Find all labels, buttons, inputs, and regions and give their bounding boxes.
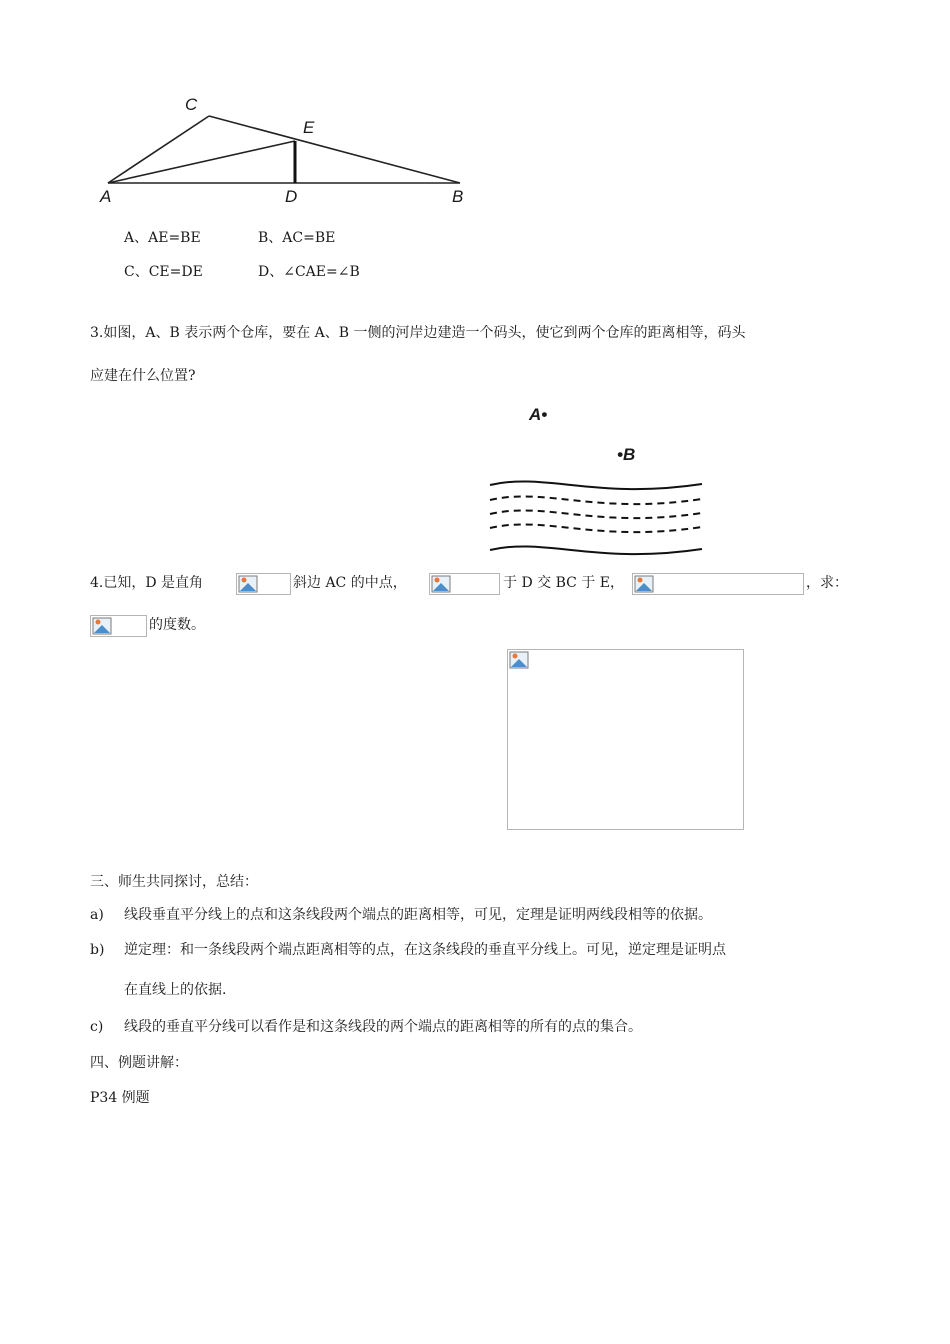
image-placeholder-icon: [509, 651, 529, 669]
question-3-line1: 3.如图，A、B 表示两个仓库，要在 A、B 一侧的河岸边建造一个码头，使它到两个仓库的距离相等，码头: [90, 325, 746, 341]
option-c: C、CE=DE: [124, 264, 203, 280]
item-c-marker: c): [90, 1019, 104, 1035]
option-b: B、AC=BE: [258, 230, 336, 246]
point-d-label: D: [285, 187, 298, 206]
question-4-part2: 斜边 AC 的中点，: [293, 575, 407, 591]
image-placeholder-icon: [92, 617, 112, 635]
broken-image-icon: [429, 573, 500, 595]
question-4-part1: 4.已知，D 是直角: [90, 575, 204, 591]
section-4-ref: P34 例题: [90, 1090, 150, 1106]
point-a-label: A: [100, 187, 112, 206]
broken-image-figure: [507, 649, 744, 830]
question-3-line2: 应建在什么位置?: [90, 368, 196, 384]
broken-image-icon: [90, 615, 147, 637]
broken-image-icon: [632, 573, 804, 595]
point-c-label: C: [185, 95, 198, 114]
option-d: D、∠CAE=∠B: [258, 264, 360, 280]
option-a: A、AE=BE: [124, 230, 201, 246]
item-b-continuation: 在直线上的依据.: [124, 982, 227, 998]
item-b-text: 逆定理：和一条线段两个端点距离相等的点，在这条线段的垂直平分线上。可见，逆定理是证明点: [124, 942, 726, 958]
image-placeholder-icon: [238, 575, 258, 593]
point-b-label: B: [452, 187, 464, 206]
broken-image-icon: [236, 573, 291, 595]
image-placeholder-icon: [634, 575, 654, 593]
question-4-part4: ，求：: [806, 575, 848, 591]
item-c-text: 线段的垂直平分线可以看作是和这条线段的两个端点的距离相等的所有的点的集合。: [124, 1019, 642, 1035]
warehouse-a-label: A•: [529, 405, 548, 424]
point-e-label: E: [303, 118, 315, 137]
item-a-marker: a): [90, 907, 104, 923]
river-figure: [486, 470, 708, 560]
section-3-title: 三、师生共同探讨，总结：: [90, 874, 258, 890]
question-4-part5: 的度数。: [149, 617, 205, 633]
item-b-marker: b): [90, 942, 105, 958]
section-4-title: 四、例题讲解：: [90, 1055, 188, 1071]
warehouse-b-label: •B: [617, 445, 636, 464]
image-placeholder-icon: [431, 575, 451, 593]
river-diagram: [486, 470, 708, 560]
item-a-text: 线段垂直平分线上的点和这条线段两个端点的距离相等，可见，定理是证明两线段相等的依据。: [124, 907, 712, 923]
triangle-figure: [95, 95, 490, 210]
question-4-part3: 于 D 交 BC 于 E，: [503, 575, 624, 591]
